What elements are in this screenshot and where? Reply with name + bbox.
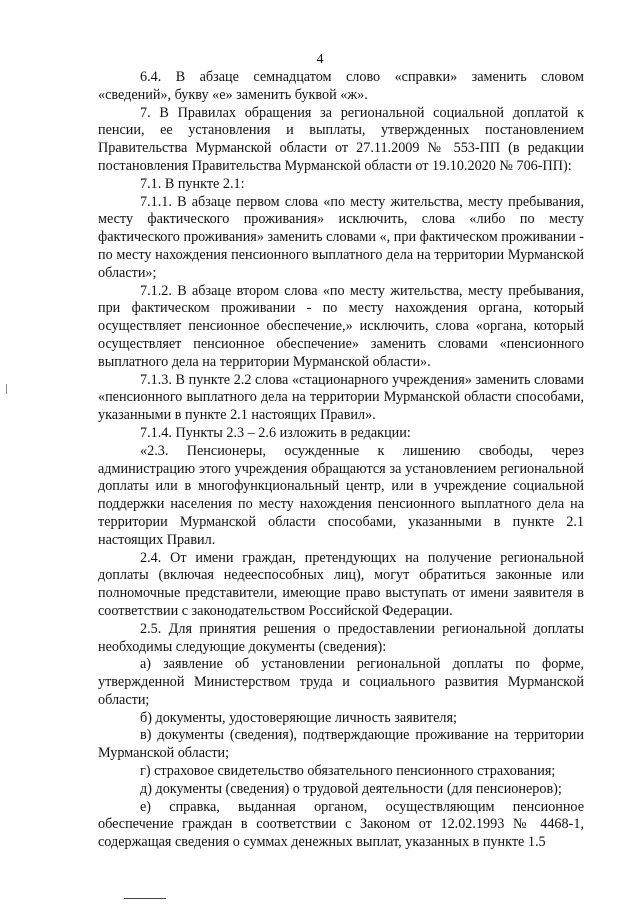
document-body bbox=[98, 69, 584, 852]
list-item-g: г) страховое свидетельство обязательного пенсионного страхования; bbox=[140, 763, 556, 780]
paragraph-7-1-4: 7.1.4. Пункты 2.3 – 2.6 изложить в редакции: bbox=[140, 424, 411, 441]
paragraph-2-4: 2.4. От имени граждан, претендующих на получение региональной доплаты (включая недееспособных лиц), могут обратиться законные или полномочные представители, имеющие право выступать от имени заявителя в соответствии с законодательством Российской Федерации. bbox=[98, 549, 584, 619]
paragraph-7-1: 7.1. В пункте 2.1: bbox=[140, 175, 245, 192]
list-item-v: в) документы (сведения), подтверждающие проживание на территории Мурманской области; bbox=[98, 727, 584, 762]
list-item-a: а) заявление об установлении региональной доплаты по форме, утвержденной Министерством труда и социального развития Мурманской области; bbox=[98, 656, 584, 708]
paragraph-7: 7. В Правилах обращения за региональной социальной доплатой к пенсии, ее установления и выплаты, утвержденных постановлением Правительства Мурманской области от 27.11.2009 № 553-ПП (в редакции постановления Правительства Мурманской области от 19.10.2020 № 706-ПП): bbox=[98, 104, 584, 174]
paragraph-7-1-2: 7.1.2. В абзаце втором слова «по месту жительства, месту пребывания, при фактическом проживании - по месту нахождения органа, который осуществляет пенсионное обеспечение,» исключить, слова «органа, который осуществляет пенсионное обеспечение» заменить словами «пенсионного выплатного дела на территории Мурманской области». bbox=[98, 282, 584, 370]
paragraph-2-3: «2.3. Пенсионеры, осужденные к лишению свободы, через администрацию этого учреждения обращаются за установлением региональной доплаты или в многофункциональный центр, или в учреждение социальной поддержки населения по месту нахождения пенсионного выплатного дела на территории Мурманской области способами, указанными в пункте 2.1 настоящих Правил. bbox=[98, 442, 584, 548]
paragraph-2-5: 2.5. Для принятия решения о предоставлении региональной доплаты необходимы следующие документы (сведения): bbox=[98, 620, 584, 655]
paragraph-6-4: 6.4. В абзаце семнадцатом слово «справки» заменить словом «сведений», букву «е» заменить буквой «ж». bbox=[98, 69, 584, 103]
paragraph-7-1-3: 7.1.3. В пункте 2.2 слова «стационарного учреждения» заменить словами «пенсионного выплатного дела на территории Мурманской области способами, указанными в пункте 2.1 настоящих Правил». bbox=[98, 371, 584, 424]
list-item-b: б) документы, удостоверяющие личность заявителя; bbox=[140, 709, 457, 726]
scan-edge-mark bbox=[6, 384, 7, 394]
list-item-e: е) справка, выданная органом, осуществляющим пенсионное обеспечение граждан в соответствии с Законом от 12.02.1993 № 4468-1, содержащая сведения о суммах денежных выплат, указанных в пункте 1.5 bbox=[98, 798, 584, 851]
page-number: 4 bbox=[316, 52, 324, 67]
list-item-d: д) документы (сведения) о трудовой деятельности (для пенсионеров); bbox=[140, 780, 562, 797]
footer-divider bbox=[124, 898, 166, 899]
paragraph-7-1-1: 7.1.1. В абзаце первом слова «по месту жительства, месту пребывания, месту фактического проживания» исключить, слова «либо по месту фактического проживания» заменить словами «, при фактическом проживании - по месту нахождения пенсионного выплатного дела на территории Мурманской области»; bbox=[98, 193, 584, 281]
